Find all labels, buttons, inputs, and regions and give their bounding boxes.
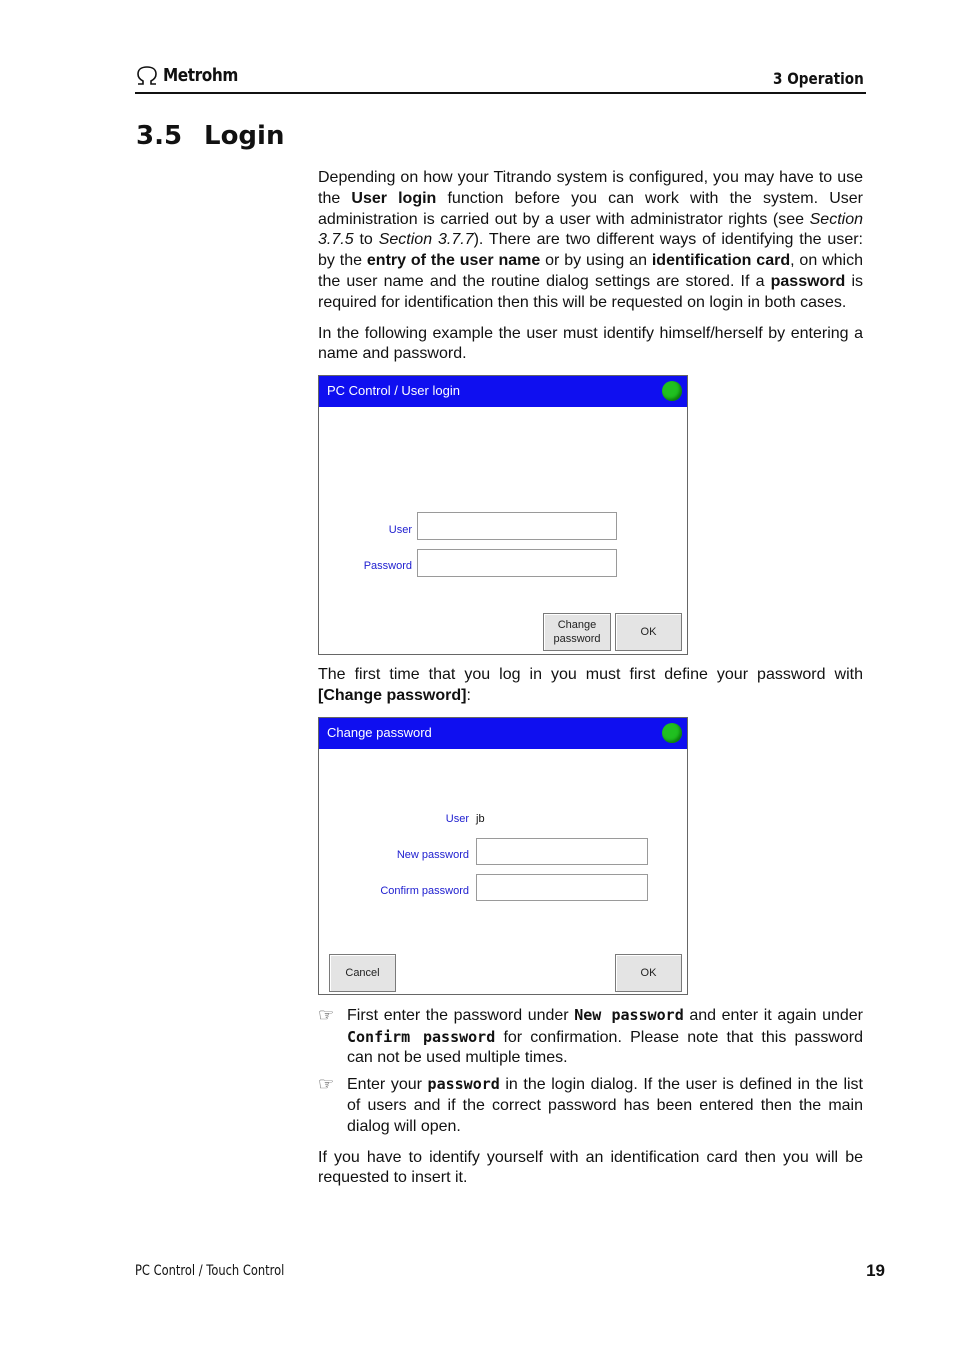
ok-button[interactable]: OK: [615, 613, 682, 651]
example-paragraph: In the following example the user must identify himself/herself by entering a name and password.: [318, 324, 863, 363]
user-value: jb: [476, 812, 485, 825]
card-paragraph: If you have to identify yourself with an identification card then you will be requested to insert it.: [318, 1148, 863, 1187]
password-label: Password: [363, 560, 412, 573]
pointing-hand-icon: ☞: [318, 1074, 335, 1095]
section-number: 3.5: [136, 121, 183, 151]
change-password-paragraph: The first time that you log in you must first define your password with [Change password]:: [318, 666, 863, 704]
section-heading: [136, 121, 284, 151]
user-input[interactable]: [417, 512, 617, 540]
metrohm-logo: [135, 65, 251, 86]
main-content: [318, 168, 863, 1199]
user-label: User: [445, 812, 469, 825]
brand-name: Metrohm: [163, 65, 238, 86]
status-led-icon: [662, 723, 682, 743]
ok-button[interactable]: OK: [615, 954, 682, 992]
list-item: ☞ First enter the password under New password and enter it again under Confirm password for confirmation. Please note that this password can not be used multiple times.: [318, 1005, 863, 1069]
password-input[interactable]: [417, 549, 617, 577]
login-dialog-screenshot: [318, 375, 688, 655]
login-dialog-titlebar: [319, 376, 687, 407]
omega-logo-icon: [135, 66, 159, 86]
section-title: Login: [204, 121, 285, 151]
new-password-label: New password: [396, 848, 469, 861]
user-label: User: [388, 524, 412, 537]
new-password-input[interactable]: [476, 838, 648, 865]
pointing-hand-icon: ☞: [318, 1004, 335, 1025]
list-item: ☞ Enter your password in the login dialog. If the user is defined in the list of users and if the correct password has been entered then the main dialog will open.: [318, 1074, 863, 1137]
confirm-password-input[interactable]: [476, 874, 648, 901]
footer-product: PC Control / Touch Control: [135, 1263, 285, 1279]
change-password-dialog-title: Change password: [327, 724, 432, 740]
change-password-button[interactable]: Change password: [543, 613, 611, 651]
chapter-label: 3 Operation: [773, 69, 864, 88]
login-dialog-title: PC Control / User login: [327, 383, 460, 399]
cancel-button[interactable]: Cancel: [329, 954, 396, 992]
intro-paragraph: Depending on how your Titrando system is configured, you may have to use the User login function before you can work with the system. User administration is carried out by a user with administrator rights (see Section 3.7.5 to Section 3.7.7). There are two different ways of identifying the user: by the entry of the user name or by using an identification card, on which the user name and the routine dialog settings are stored. If a password is required for identification then this will be requested on login in both cases.: [318, 169, 864, 311]
status-led-icon: [662, 381, 682, 401]
change-password-dialog-screenshot: [318, 717, 688, 995]
page-number: 19: [866, 1261, 885, 1280]
change-password-dialog-titlebar: [319, 718, 687, 749]
confirm-password-label: Confirm password: [380, 884, 469, 897]
page-header: [135, 62, 866, 94]
